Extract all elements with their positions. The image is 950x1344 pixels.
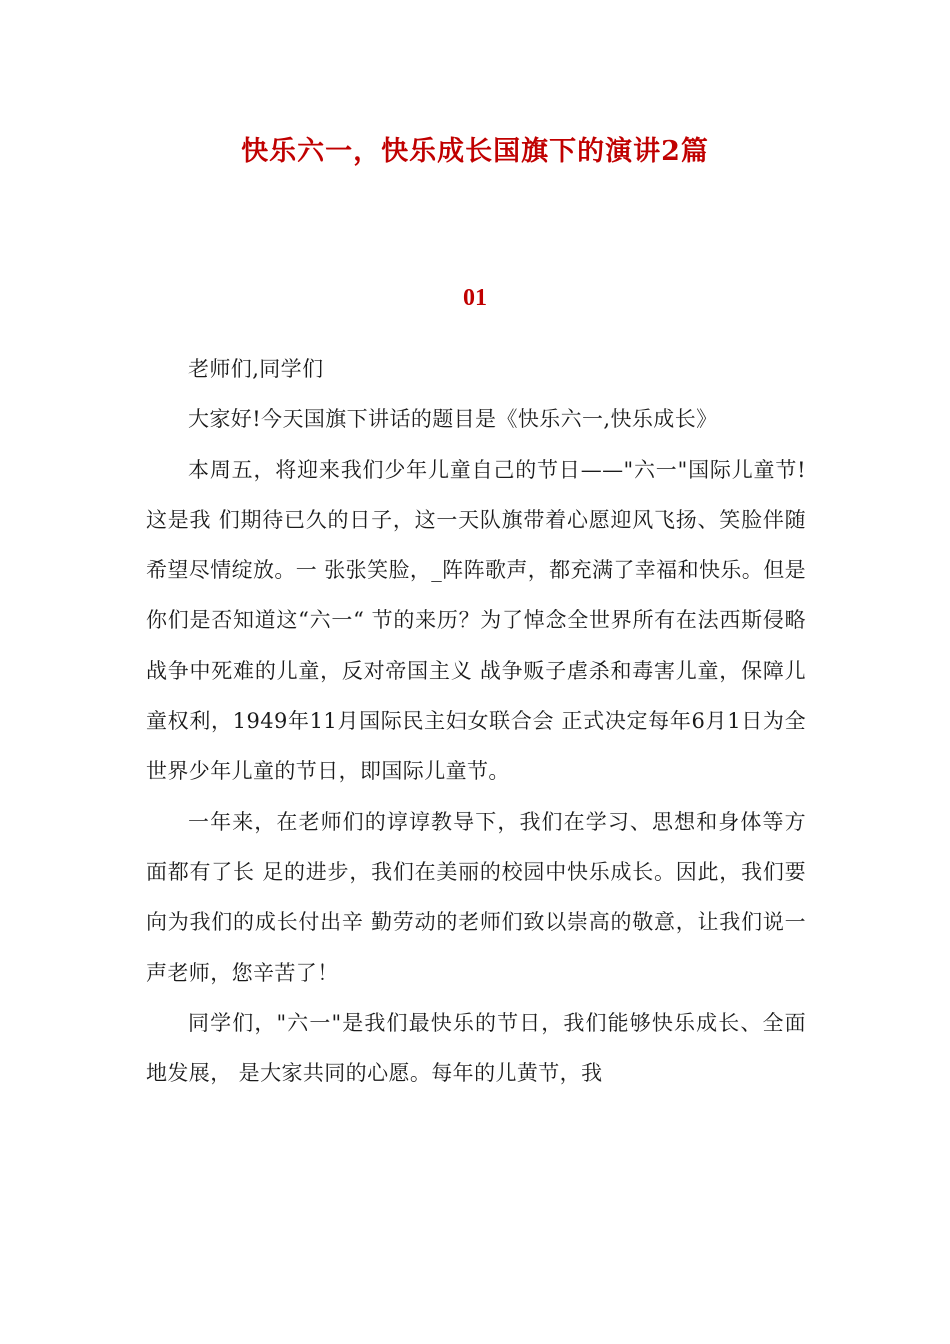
paragraph-classmates: 同学们，"六一"是我们最快乐的节日，我们能够快乐成长、全面地发展， 是大家共同的心愿。每年的儿黄节，我 — [146, 1010, 806, 1086]
paragraph-thanks-teachers: 一年来，在老师们的谆谆教导下，我们在学习、思想和身体等方面都有了长 足的进步，我们在美丽的校园中快乐成长。因此，我们要向为我们的成长付出辛 勤劳动的老师们致以崇高的敬意，让我们说一声老师，您辛苦了！ — [146, 809, 806, 985]
section-number: 01 — [463, 285, 487, 311]
paragraph-festival-history: 本周五，将迎来我们少年儿童自己的节日——"六一"国际儿童节!这是我 们期待已久的日子，这一天队旗带着心愿迎风飞扬、笑脸伴随希望尽情绽放。一 张张笑脸，_阵阵歌声，都充满了幸福和快乐。但是你们是否知道这“六一“ 节的来历？为了悼念全世界所有在法西斯侵略战争中死难的儿童，反对帝国主义 战争贩子虐杀和毒害儿童，保障儿童权利，1949年11月国际民主妇女联合会 正式决定每年6月1日为全世界少年儿童的节日，即国际儿童节。 — [146, 457, 806, 784]
paragraph-salutation: 老师们,同学们 — [188, 357, 324, 381]
document-title: 快乐六一，快乐成长国旗下的演讲2篇 — [241, 136, 709, 167]
document-body — [146, 344, 806, 1098]
paragraph-greeting: 大家好!今天国旗下讲话的题目是《快乐六一,快乐成长》 — [188, 407, 718, 432]
